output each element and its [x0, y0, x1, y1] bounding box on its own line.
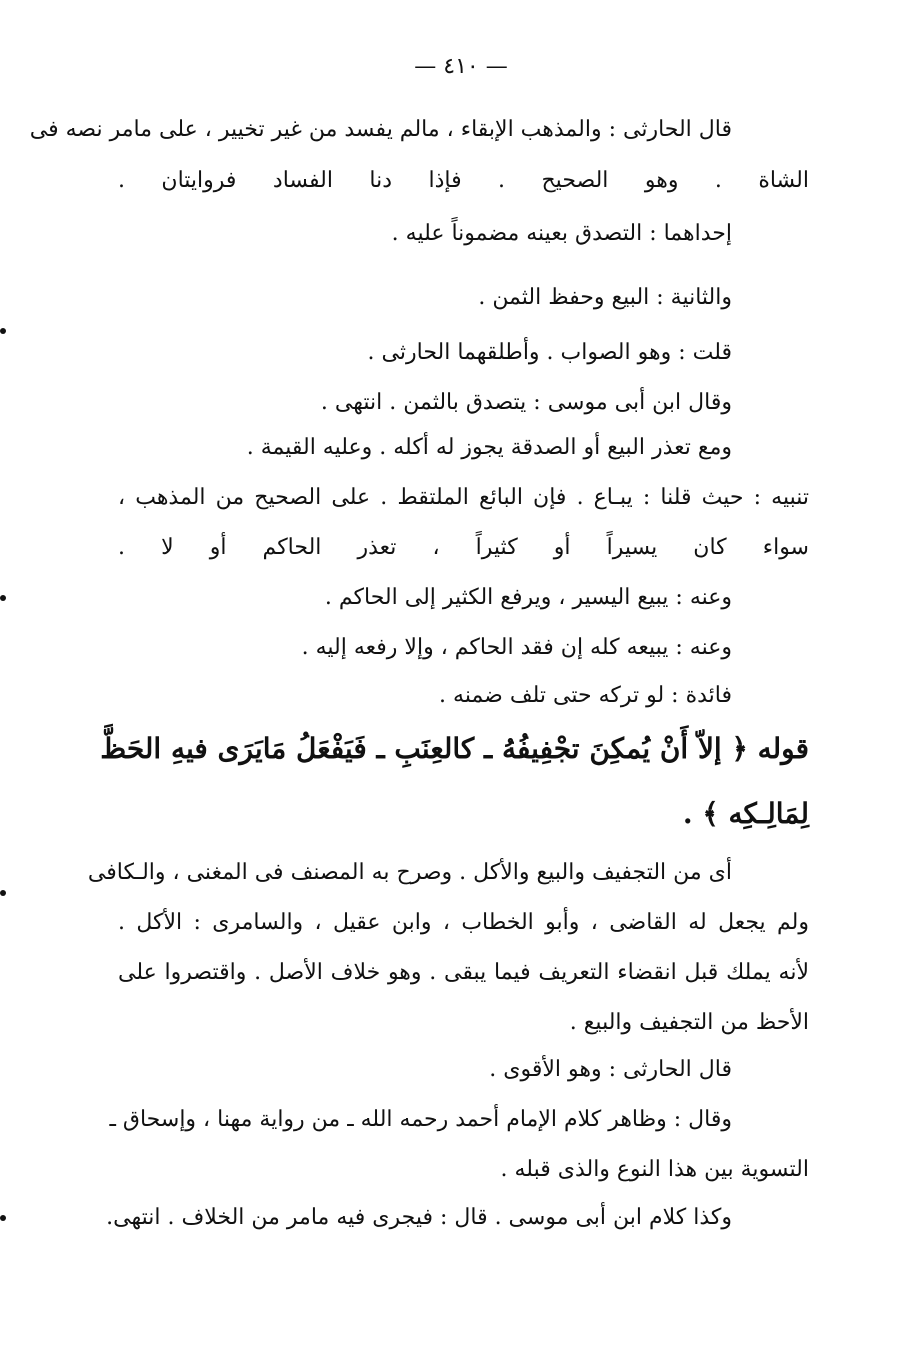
text-line: وكذا كلام ابن أبى موسى . قال : فيجرى فيه مامر من الخلاف . انتهى.: [106, 1205, 732, 1230]
text-line: أى من التجفيف والبيع والأكل . وصرح به المصنف فى المغنى ، والـكافى: [87, 860, 732, 885]
text-line: تنبيه : حيث قلنا : يبـاع . فإن البائع الملتقط . على الصحيح من المذهب ،: [118, 485, 809, 510]
text-line: والثانية : البيع وحفظ الثمن .: [478, 285, 732, 310]
margin-mark: [0, 328, 6, 334]
text-line: فائدة : لو تركه حتى تلف ضمنه .: [439, 683, 732, 708]
text-line: الشاة . وهو الصحيح . فإذا دنا الفساد فروايتان .: [118, 168, 809, 193]
page-number: — ٤١٠ —: [414, 54, 508, 79]
text-line: قال الحارثى : وهو الأقوى .: [489, 1057, 732, 1082]
quoted-heading: قوله ﴿ إلاّ أَنْ يُمكِنَ تجْفِيفُهُ ـ كالعِنَبِ ـ فَيَفْعَلُ مَايَرَى فيهِ الحَظَّ: [100, 732, 809, 765]
margin-mark: [0, 1215, 6, 1221]
text-line: وعنه : يبيع اليسير ، ويرفع الكثير إلى الحاكم .: [324, 585, 732, 610]
text-line: سواء كان يسيراً أو كثيراً ، تعذر الحاكم أو لا .: [118, 535, 809, 560]
quoted-heading: لِمَالِـكِه ﴾ .: [682, 797, 809, 830]
text-line: وعنه : يبيعه كله إن فقد الحاكم ، وإلا رفعه إليه .: [301, 635, 732, 660]
text-line: ومع تعذر البيع أو الصدقة يجوز له أكله . وعليه القيمة .: [246, 435, 732, 460]
text-line: وقال : وظاهر كلام الإمام أحمد رحمه الله ـ من رواية مهنا ، وإسحاق ـ: [109, 1107, 732, 1132]
text-line: الأحظ من التجفيف والبيع .: [569, 1010, 809, 1035]
text-line: ولم يجعل له القاضى ، وأبو الخطاب ، وابن عقيل ، والسامرى : الأكل .: [118, 910, 809, 935]
margin-mark: [0, 595, 6, 601]
margin-mark: [0, 890, 6, 896]
text-line: إحداهما : التصدق بعينه مضموناً عليه .: [391, 221, 732, 246]
text-line: وقال ابن أبى موسى : يتصدق بالثمن . انتهى .: [320, 390, 732, 415]
text-line: التسوية بين هذا النوع والذى قبله .: [500, 1157, 809, 1182]
text-line: قلت : وهو الصواب . وأطلقهما الحارثى .: [367, 340, 732, 365]
text-line: لأنه يملك قبل انقضاء التعريف فيما يبقى . وهو خلاف الأصل . واقتصروا على: [118, 960, 809, 985]
text-line: قال الحارثى : والمذهب الإبقاء ، مالم يفسد من غير تخيير ، على مامر نصه فى: [29, 117, 732, 142]
